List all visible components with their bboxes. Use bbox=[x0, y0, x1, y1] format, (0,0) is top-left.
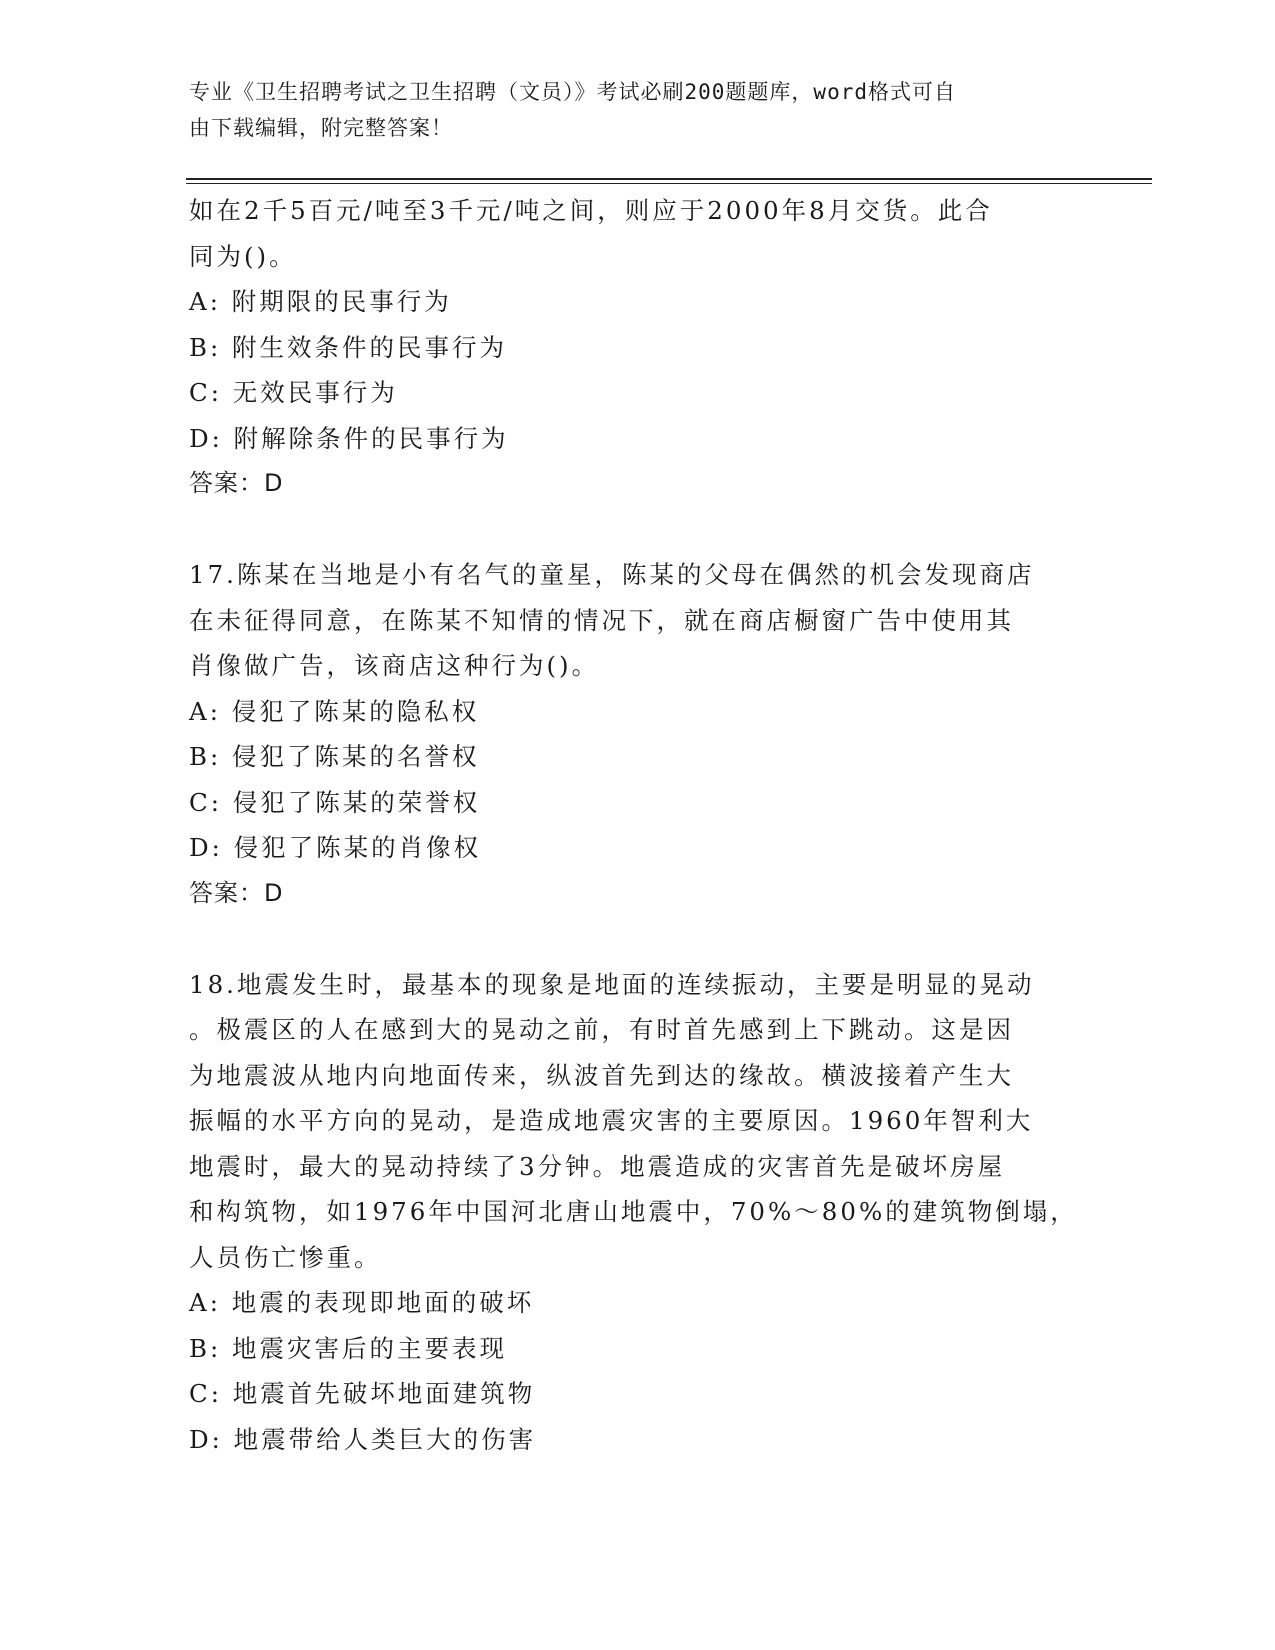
header-line-1: 专业《卫生招聘考试之卫生招聘（文员）》考试必刷200题题库，word格式可自 bbox=[189, 80, 956, 104]
question-18 bbox=[189, 962, 1089, 1463]
option-d: D: 附解除条件的民事行为 bbox=[189, 423, 509, 453]
option-a: A: 附期限的民事行为 bbox=[189, 287, 452, 316]
answer-label: 答案：D bbox=[189, 469, 284, 497]
question-16 bbox=[189, 188, 1089, 507]
question-stem-line: 。极震区的人在感到大的晃动之前，有时首先感到上下跳动。这是因 bbox=[189, 1015, 1014, 1044]
question-stem-line: 人员伤亡惨重。 bbox=[189, 1242, 382, 1272]
question-stem-line: 和构筑物，如1976年中国河北唐山地震中，70%～80%的建筑物倒塌， bbox=[189, 1197, 1078, 1226]
question-stem-line: 为地震波从地内向地面传来，纵波首先到达的缘故。横波接着产生大 bbox=[189, 1060, 1014, 1090]
question-stem-line: 18.地震发生时，最基本的现象是地面的连续振动，主要是明显的晃动 bbox=[189, 969, 1035, 999]
option-b: B: 侵犯了陈某的名誉权 bbox=[189, 742, 480, 771]
question-stem-line: 地震时，最大的晃动持续了3分钟。地震造成的灾害首先是破坏房屋 bbox=[189, 1151, 1006, 1181]
header-line-2: 由下载编辑，附完整答案！ bbox=[189, 116, 453, 140]
option-a: A: 侵犯了陈某的隐私权 bbox=[189, 696, 480, 726]
spacer bbox=[189, 507, 1089, 553]
question-stem-line: 肖像做广告，该商店这种行为()。 bbox=[189, 651, 600, 680]
answer-label: 答案：D bbox=[189, 878, 284, 907]
question-stem-line: 如在2千5百元/吨至3千元/吨之间，则应于2000年8月交货。此合 bbox=[189, 196, 993, 225]
question-stem-line: 17.陈某在当地是小有名气的童星，陈某的父母在偶然的机会发现商店 bbox=[189, 560, 1035, 589]
option-b: B: 地震灾害后的主要表现 bbox=[189, 1333, 508, 1363]
header-divider-thick bbox=[186, 178, 1152, 180]
option-b: B: 附生效条件的民事行为 bbox=[189, 332, 508, 362]
option-c: C: 无效民事行为 bbox=[189, 378, 398, 407]
document-header bbox=[189, 74, 1069, 146]
question-stem-line: 振幅的水平方向的晃动，是造成地震灾害的主要原因。1960年智利大 bbox=[189, 1106, 1034, 1135]
option-c: C: 侵犯了陈某的荣誉权 bbox=[189, 787, 481, 817]
option-d: D: 侵犯了陈某的肖像权 bbox=[189, 833, 482, 862]
option-c: C: 地震首先破坏地面建筑物 bbox=[189, 1379, 536, 1408]
question-stem-line: 同为()。 bbox=[189, 241, 297, 271]
question-stem-line: 在未征得同意，在陈某不知情的情况下，就在商店橱窗广告中使用其 bbox=[189, 605, 1014, 635]
option-a: A: 地震的表现即地面的破坏 bbox=[189, 1288, 535, 1317]
document-body bbox=[189, 188, 1089, 1462]
spacer bbox=[189, 916, 1089, 962]
header-divider-thin bbox=[186, 183, 1152, 184]
option-d: D: 地震带给人类巨大的伤害 bbox=[189, 1424, 537, 1454]
question-17 bbox=[189, 552, 1089, 916]
